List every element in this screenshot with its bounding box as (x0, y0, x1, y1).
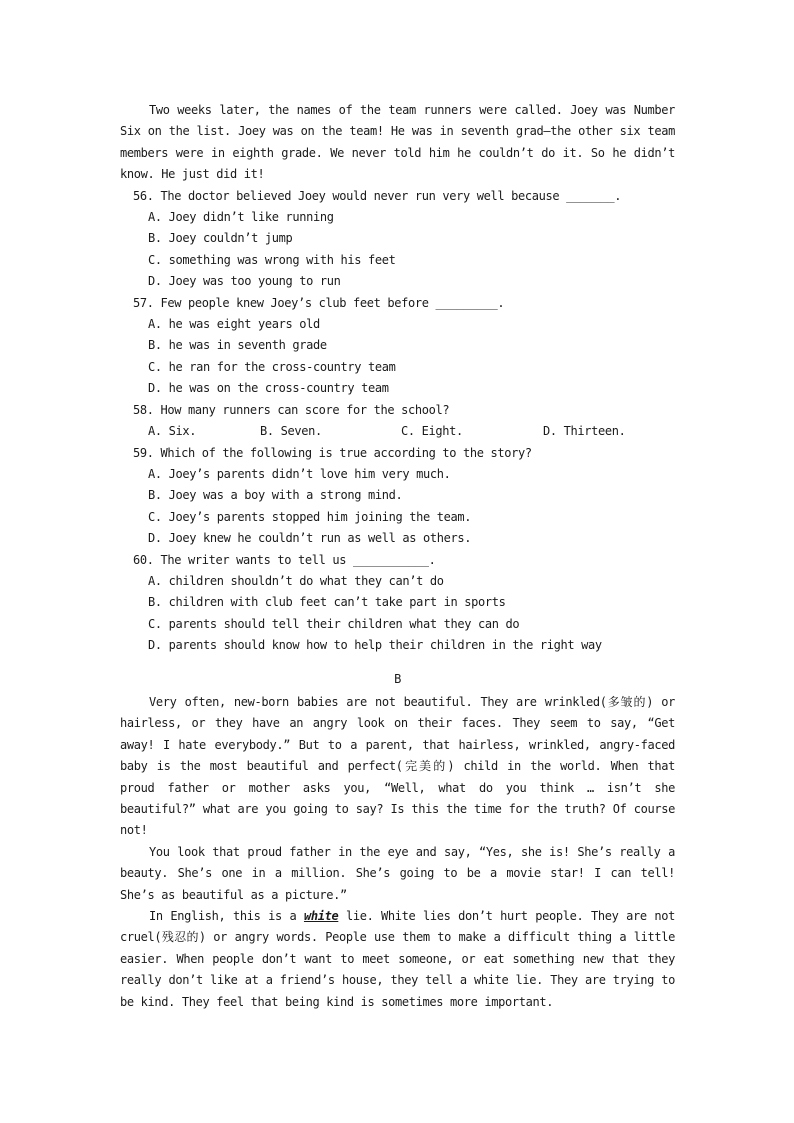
option-a: A. Joey didn’t like running (148, 210, 334, 225)
question-58 (120, 400, 675, 443)
option-b: B. Seven. (260, 424, 322, 439)
options-row (120, 421, 675, 442)
passage-a-ending: Two weeks later, the names of the team runners were called. Joey was Number Six on the list. Joey was on the team! He was in seventh grad—the other six team members were in eighth grade. We never told him he couldn’t do it. So he didn’t know. He just did it! (120, 103, 675, 182)
question-60 (120, 550, 675, 657)
option-c: C. parents should tell their children what they can do (148, 616, 520, 631)
option-a: A. children shouldn’t do what they can’t do (148, 573, 444, 588)
option-d: D. Joey knew he couldn’t run as well as others. (148, 531, 472, 546)
document-page (120, 100, 675, 1013)
section-b-title: B (394, 671, 401, 686)
option-a: A. he was eight years old (148, 317, 320, 332)
option-c: C. Joey’s parents stopped him joining the team. (148, 509, 472, 524)
question-stem: 57. Few people knew Joey’s club feet before _________. (133, 295, 505, 310)
question-stem: 59. Which of the following is true according to the story? (133, 445, 532, 460)
question-56 (120, 186, 675, 293)
option-a: A. Six. (148, 424, 197, 439)
question-stem: 58. How many runners can score for the school? (133, 402, 450, 417)
option-b: B. Joey couldn’t jump (148, 231, 293, 246)
emphasized-word-white: white (303, 909, 339, 924)
section-b-paragraph-2: You look that proud father in the eye and say, “Yes, she is! She’s really a beauty. She’s one in a million. She’s going to be a movie star! I can tell! She’s as beautiful as a picture.” (120, 844, 675, 902)
option-d: D. Thirteen. (543, 424, 626, 439)
question-stem: 56. The doctor believed Joey would never run very well because _______. (133, 188, 622, 203)
option-d: D. parents should know how to help their children in the right way (148, 638, 602, 653)
question-57 (120, 293, 675, 400)
question-stem: 60. The writer wants to tell us ___________. (133, 552, 436, 567)
option-c: C. Eight. (401, 424, 463, 439)
option-a: A. Joey’s parents didn’t love him very much. (148, 466, 451, 481)
section-b-paragraph-3 (120, 906, 675, 1013)
question-59 (120, 443, 675, 550)
option-b: B. children with club feet can’t take part in sports (148, 595, 506, 610)
option-d: D. Joey was too young to run (148, 274, 341, 289)
option-c: C. something was wrong with his feet (148, 252, 396, 267)
section-b-paragraph-1: Very often, new-born babies are not beautiful. They are wrinkled(多皱的) or hairless, or they have an angry look on their faces. They seem to say, “Get away! I hate everybody.” But to a parent, that hairless, wrinkled, angry-faced baby is the most beautiful and perfect(完美的) child in the world. When that proud father or mother asks you, “Well, what do you think … isn’t she beautiful?” what are you going to say? Is this the time for the truth? Of course not! (120, 694, 675, 838)
option-b: B. he was in seventh grade (148, 338, 327, 353)
paragraph-3-rest: lie. White lies don’t hurt people. They are not cruel(残忍的) or angry words. People use them to make a difficult thing a little easier. When people don’t want to meet someone, or eat something new that they really don’t like at a friend’s house, they tell a white lie. They are trying to be kind. They feel that being kind is sometimes more important. (120, 909, 675, 1009)
paragraph-3-lead: In English, this is a (149, 909, 304, 924)
option-b: B. Joey was a boy with a strong mind. (148, 488, 403, 503)
option-c: C. he ran for the cross-country team (148, 359, 396, 374)
option-d: D. he was on the cross-country team (148, 381, 389, 396)
